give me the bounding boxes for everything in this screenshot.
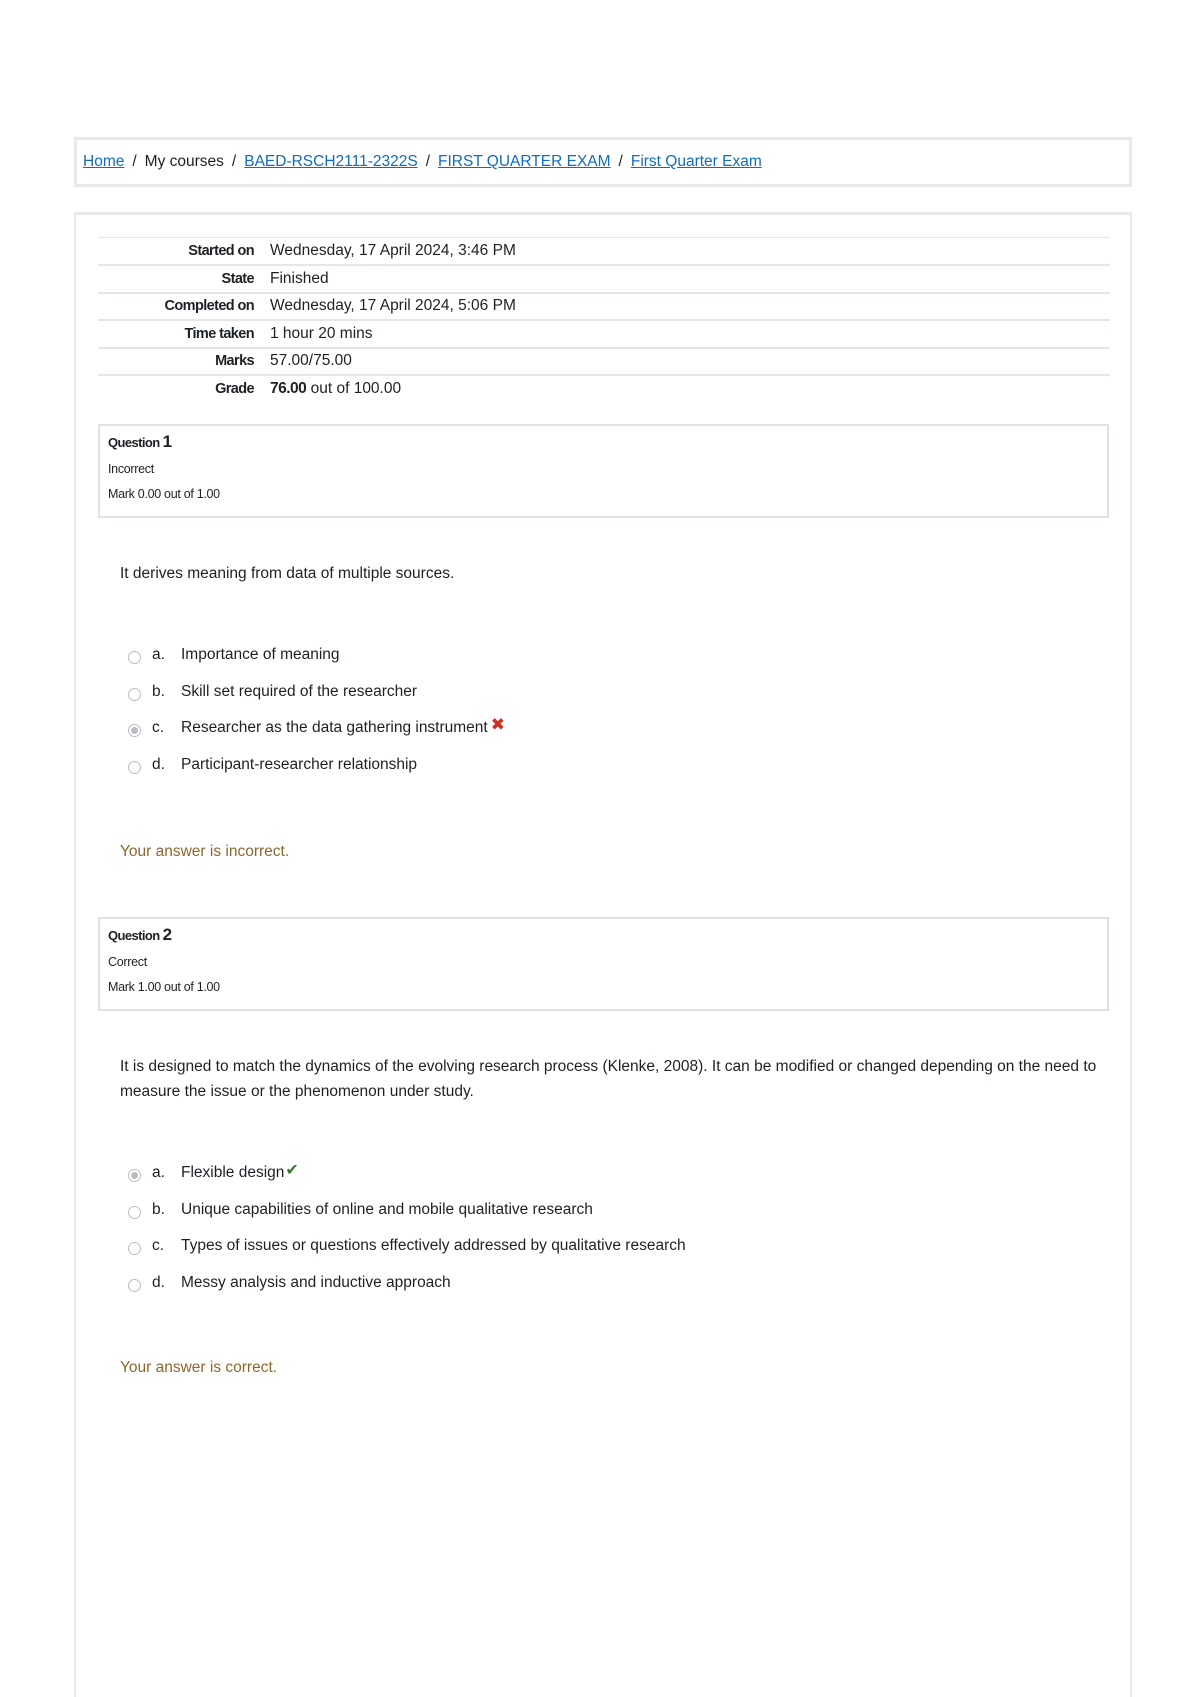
breadcrumb-separator: / xyxy=(132,153,137,170)
radio-button[interactable] xyxy=(128,1206,141,1219)
question-1-info xyxy=(98,424,1109,518)
breadcrumb-separator: / xyxy=(618,153,623,170)
question-2-option-a[interactable] xyxy=(128,1161,299,1185)
question-2-text: It is designed to match the dynamics of the evolving research process (Klenke, 2008). It can be modified or changed depending on the need to measure the issue or the phenomenon under study. xyxy=(120,1058,1097,1100)
question-mark: Mark 0.00 out of 1.00 xyxy=(108,487,220,501)
breadcrumb-separator: / xyxy=(425,153,430,170)
radio-button[interactable] xyxy=(128,1279,141,1292)
question-number xyxy=(108,925,1099,945)
radio-button-selected[interactable] xyxy=(128,724,141,737)
question-2-feedback: Your answer is correct. xyxy=(120,1359,278,1376)
question-1-option-d[interactable] xyxy=(128,753,417,777)
question-1-text: It derives meaning from data of multiple sources. xyxy=(120,565,455,582)
question-2-option-d[interactable] xyxy=(128,1271,451,1295)
breadcrumb-section-link[interactable]: FIRST QUARTER EXAM xyxy=(438,153,611,170)
summary-row-state xyxy=(98,265,1110,293)
summary-label: Completed on xyxy=(164,298,254,315)
option-letter: a. xyxy=(152,1164,165,1181)
check-icon: ✔ xyxy=(285,1162,299,1179)
option-letter: c. xyxy=(152,719,165,736)
breadcrumb-my-courses: My courses xyxy=(144,153,224,170)
summary-label: Marks xyxy=(215,353,254,370)
radio-button[interactable] xyxy=(128,688,141,701)
attempt-summary-table xyxy=(98,237,1110,403)
summary-value: Wednesday, 17 April 2024, 3:46 PM xyxy=(270,242,516,259)
summary-label: Started on xyxy=(188,243,254,259)
question-number-value: 1 xyxy=(162,432,172,451)
question-2-option-c[interactable] xyxy=(128,1234,686,1258)
breadcrumb-home-link[interactable]: Home xyxy=(83,153,125,170)
option-text: Types of issues or questions effectively addressed by qualitative research xyxy=(181,1237,686,1254)
question-1-option-b[interactable] xyxy=(128,680,417,704)
option-text: Participant-researcher relationship xyxy=(181,756,418,773)
breadcrumb-quiz-link[interactable]: First Quarter Exam xyxy=(630,153,762,170)
summary-row-started xyxy=(98,238,1110,266)
summary-label: Time taken xyxy=(184,325,254,342)
question-1-option-c[interactable] xyxy=(128,716,505,740)
question-1-option-a[interactable] xyxy=(128,643,340,667)
grade-suffix: out of 100.00 xyxy=(310,380,402,398)
option-letter: b. xyxy=(152,1201,165,1218)
breadcrumb-course-link[interactable]: BAED-RSCH2111-2322S xyxy=(244,153,418,170)
breadcrumb xyxy=(74,137,1132,187)
question-state: Correct xyxy=(108,955,147,969)
quiz-review-region xyxy=(74,212,1132,1697)
summary-row-time-taken xyxy=(98,320,1110,348)
radio-button[interactable] xyxy=(128,651,141,664)
question-mark: Mark 1.00 out of 1.00 xyxy=(108,980,220,994)
option-text: Skill set required of the researcher xyxy=(181,683,418,700)
summary-row-grade xyxy=(98,375,1110,403)
question-number-value: 2 xyxy=(162,925,172,944)
option-text: Importance of meaning xyxy=(181,646,340,663)
option-text: Unique capabilities of online and mobile qualitative research xyxy=(181,1201,593,1218)
option-letter: d. xyxy=(152,756,165,773)
option-letter: d. xyxy=(152,1274,165,1291)
grade-value: 76.00 xyxy=(270,380,307,398)
summary-value: 57.00/75.00 xyxy=(270,352,352,370)
cross-icon: ✖ xyxy=(490,715,505,734)
summary-value xyxy=(264,375,1110,403)
option-letter: b. xyxy=(152,683,165,700)
question-state: Incorrect xyxy=(108,462,154,476)
summary-row-marks xyxy=(98,348,1110,376)
radio-button-selected[interactable] xyxy=(128,1169,141,1182)
option-text: Messy analysis and inductive approach xyxy=(181,1274,451,1291)
breadcrumb-separator: / xyxy=(231,153,237,170)
question-label: Question xyxy=(108,435,160,450)
option-text: Researcher as the data gathering instrument xyxy=(181,719,488,736)
option-text: Flexible design xyxy=(181,1164,285,1181)
radio-button[interactable] xyxy=(128,1242,141,1255)
question-1-feedback: Your answer is incorrect. xyxy=(120,843,290,860)
question-label: Question xyxy=(108,928,160,943)
summary-value: Finished xyxy=(270,269,329,287)
radio-button[interactable] xyxy=(128,761,141,774)
summary-label: State xyxy=(221,270,254,287)
option-letter: a. xyxy=(152,646,165,663)
question-2-info xyxy=(98,917,1109,1011)
summary-label: Grade xyxy=(215,381,254,398)
summary-row-completed xyxy=(98,293,1110,321)
question-2-option-b[interactable] xyxy=(128,1198,593,1222)
question-number xyxy=(108,432,1099,452)
option-letter: c. xyxy=(152,1237,165,1254)
summary-value: 1 hour 20 mins xyxy=(270,324,373,342)
summary-value: Wednesday, 17 April 2024, 5:06 PM xyxy=(270,297,516,315)
